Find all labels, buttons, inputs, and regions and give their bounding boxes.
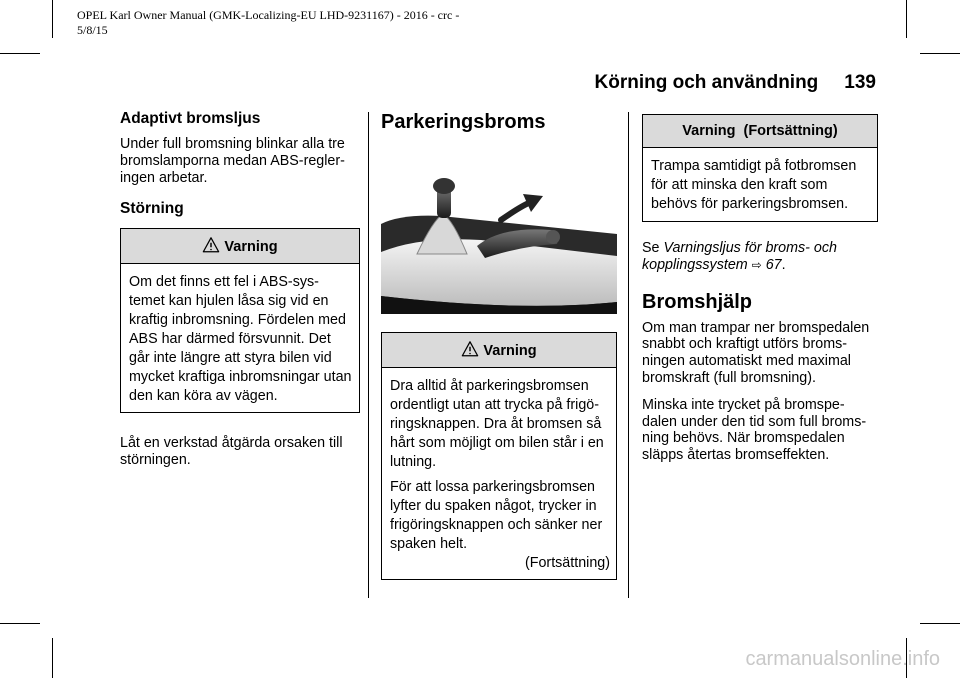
warning-header: Varning (Fortsättning) bbox=[643, 115, 877, 148]
paragraph-assist-1: Om man trampar ner bromspedalen snabbt och kraftigt utförs broms-ningen automatiskt med maximal bromskraft (full bromsning). bbox=[642, 319, 870, 386]
paragraph-adaptive: Under full bromsning blinkar alla tre bromslamporna medan ABS-regler-ingen arbetar. bbox=[120, 136, 345, 186]
page-number: 139 bbox=[844, 72, 876, 93]
document-meta bbox=[77, 8, 497, 38]
column-divider bbox=[368, 112, 369, 598]
xref-text: Varningsljus för broms- och kopplingssystem bbox=[642, 240, 837, 273]
see-prefix: Se bbox=[642, 240, 664, 256]
warning-header bbox=[121, 229, 359, 264]
heading-adaptive-brake-light: Adaptivt bromsljus bbox=[120, 110, 261, 127]
xref-page: 67 bbox=[765, 256, 782, 273]
paragraph-workshop: Låt en verkstad åtgärda orsaken till störningen. bbox=[120, 435, 343, 469]
parking-brake-lever-illustration bbox=[381, 174, 617, 314]
crop-mark bbox=[0, 623, 40, 624]
watermark: carmanualsonline.info bbox=[745, 648, 940, 670]
xref-link[interactable] bbox=[642, 240, 837, 273]
crop-mark bbox=[0, 53, 40, 54]
warning-body bbox=[643, 148, 877, 221]
crop-mark bbox=[906, 0, 907, 38]
heading-brake-assist: Bromshjälp bbox=[642, 290, 753, 313]
see-suffix: . bbox=[781, 256, 786, 273]
warning-box bbox=[120, 228, 360, 413]
page-ref-icon: ⇨ bbox=[751, 257, 762, 272]
paragraph-assist-2: Minska inte trycket på bromspe-dalen under den tid som full broms-ning behövs. När bromspedalen släpps återtas bromseffekten. bbox=[642, 396, 867, 464]
meta-line-2: 5/8/15 bbox=[77, 23, 108, 37]
warning-label: Varning bbox=[224, 239, 278, 256]
crop-mark bbox=[52, 0, 53, 38]
heading-fault: Störning bbox=[120, 200, 184, 218]
running-head bbox=[560, 72, 876, 94]
warning-header bbox=[382, 333, 616, 368]
section-title: Körning och användning bbox=[594, 72, 819, 93]
column-divider bbox=[628, 112, 629, 598]
crop-mark bbox=[52, 638, 53, 678]
warning-icon bbox=[202, 236, 220, 254]
warning-text: Trampa samtidigt på fotbromsen för att minska den kraft som behövs för parkeringsbromsen. bbox=[651, 158, 857, 212]
crop-mark bbox=[920, 53, 960, 54]
warning-paragraph-2: För att lossa parkeringsbromsen lyfter du spaken något, trycker in frigöringsknappen och sänker ner spaken helt. bbox=[390, 479, 603, 552]
warning-label: Varning bbox=[483, 343, 537, 359]
warning-box bbox=[381, 332, 617, 580]
continued-label: (Fortsättning) bbox=[524, 555, 610, 571]
heading-parking-brake: Parkeringsbroms bbox=[381, 111, 546, 133]
warning-paragraph-1: Dra alltid åt parkeringsbromsen ordentligt utan att trycka på frigö-ringsknappen. Dra åt bromsen så hårt som möjligt om bilen står i en lutning. bbox=[390, 378, 604, 470]
cross-reference bbox=[642, 240, 878, 274]
warning-body bbox=[382, 368, 616, 579]
warning-box-continued bbox=[642, 114, 878, 222]
meta-line-1: OPEL Karl Owner Manual (GMK-Localizing-EU LHD-9231167) - 2016 - crc - bbox=[77, 8, 460, 22]
column-3 bbox=[642, 110, 878, 474]
column-2 bbox=[381, 110, 617, 580]
warning-icon bbox=[461, 340, 479, 358]
warning-text: Om det finns ett fel i ABS-sys-temet kan hjulen låsa sig vid en kraftig inbromsning. Fördelen med ABS har därmed försvunnit. Det går inte längre att styra bilen vid mycket kraftiga inbromsningar utan den kan köra av vägen. bbox=[129, 274, 352, 405]
crop-mark bbox=[920, 623, 960, 624]
column-1 bbox=[120, 110, 360, 479]
warning-body bbox=[121, 264, 359, 412]
